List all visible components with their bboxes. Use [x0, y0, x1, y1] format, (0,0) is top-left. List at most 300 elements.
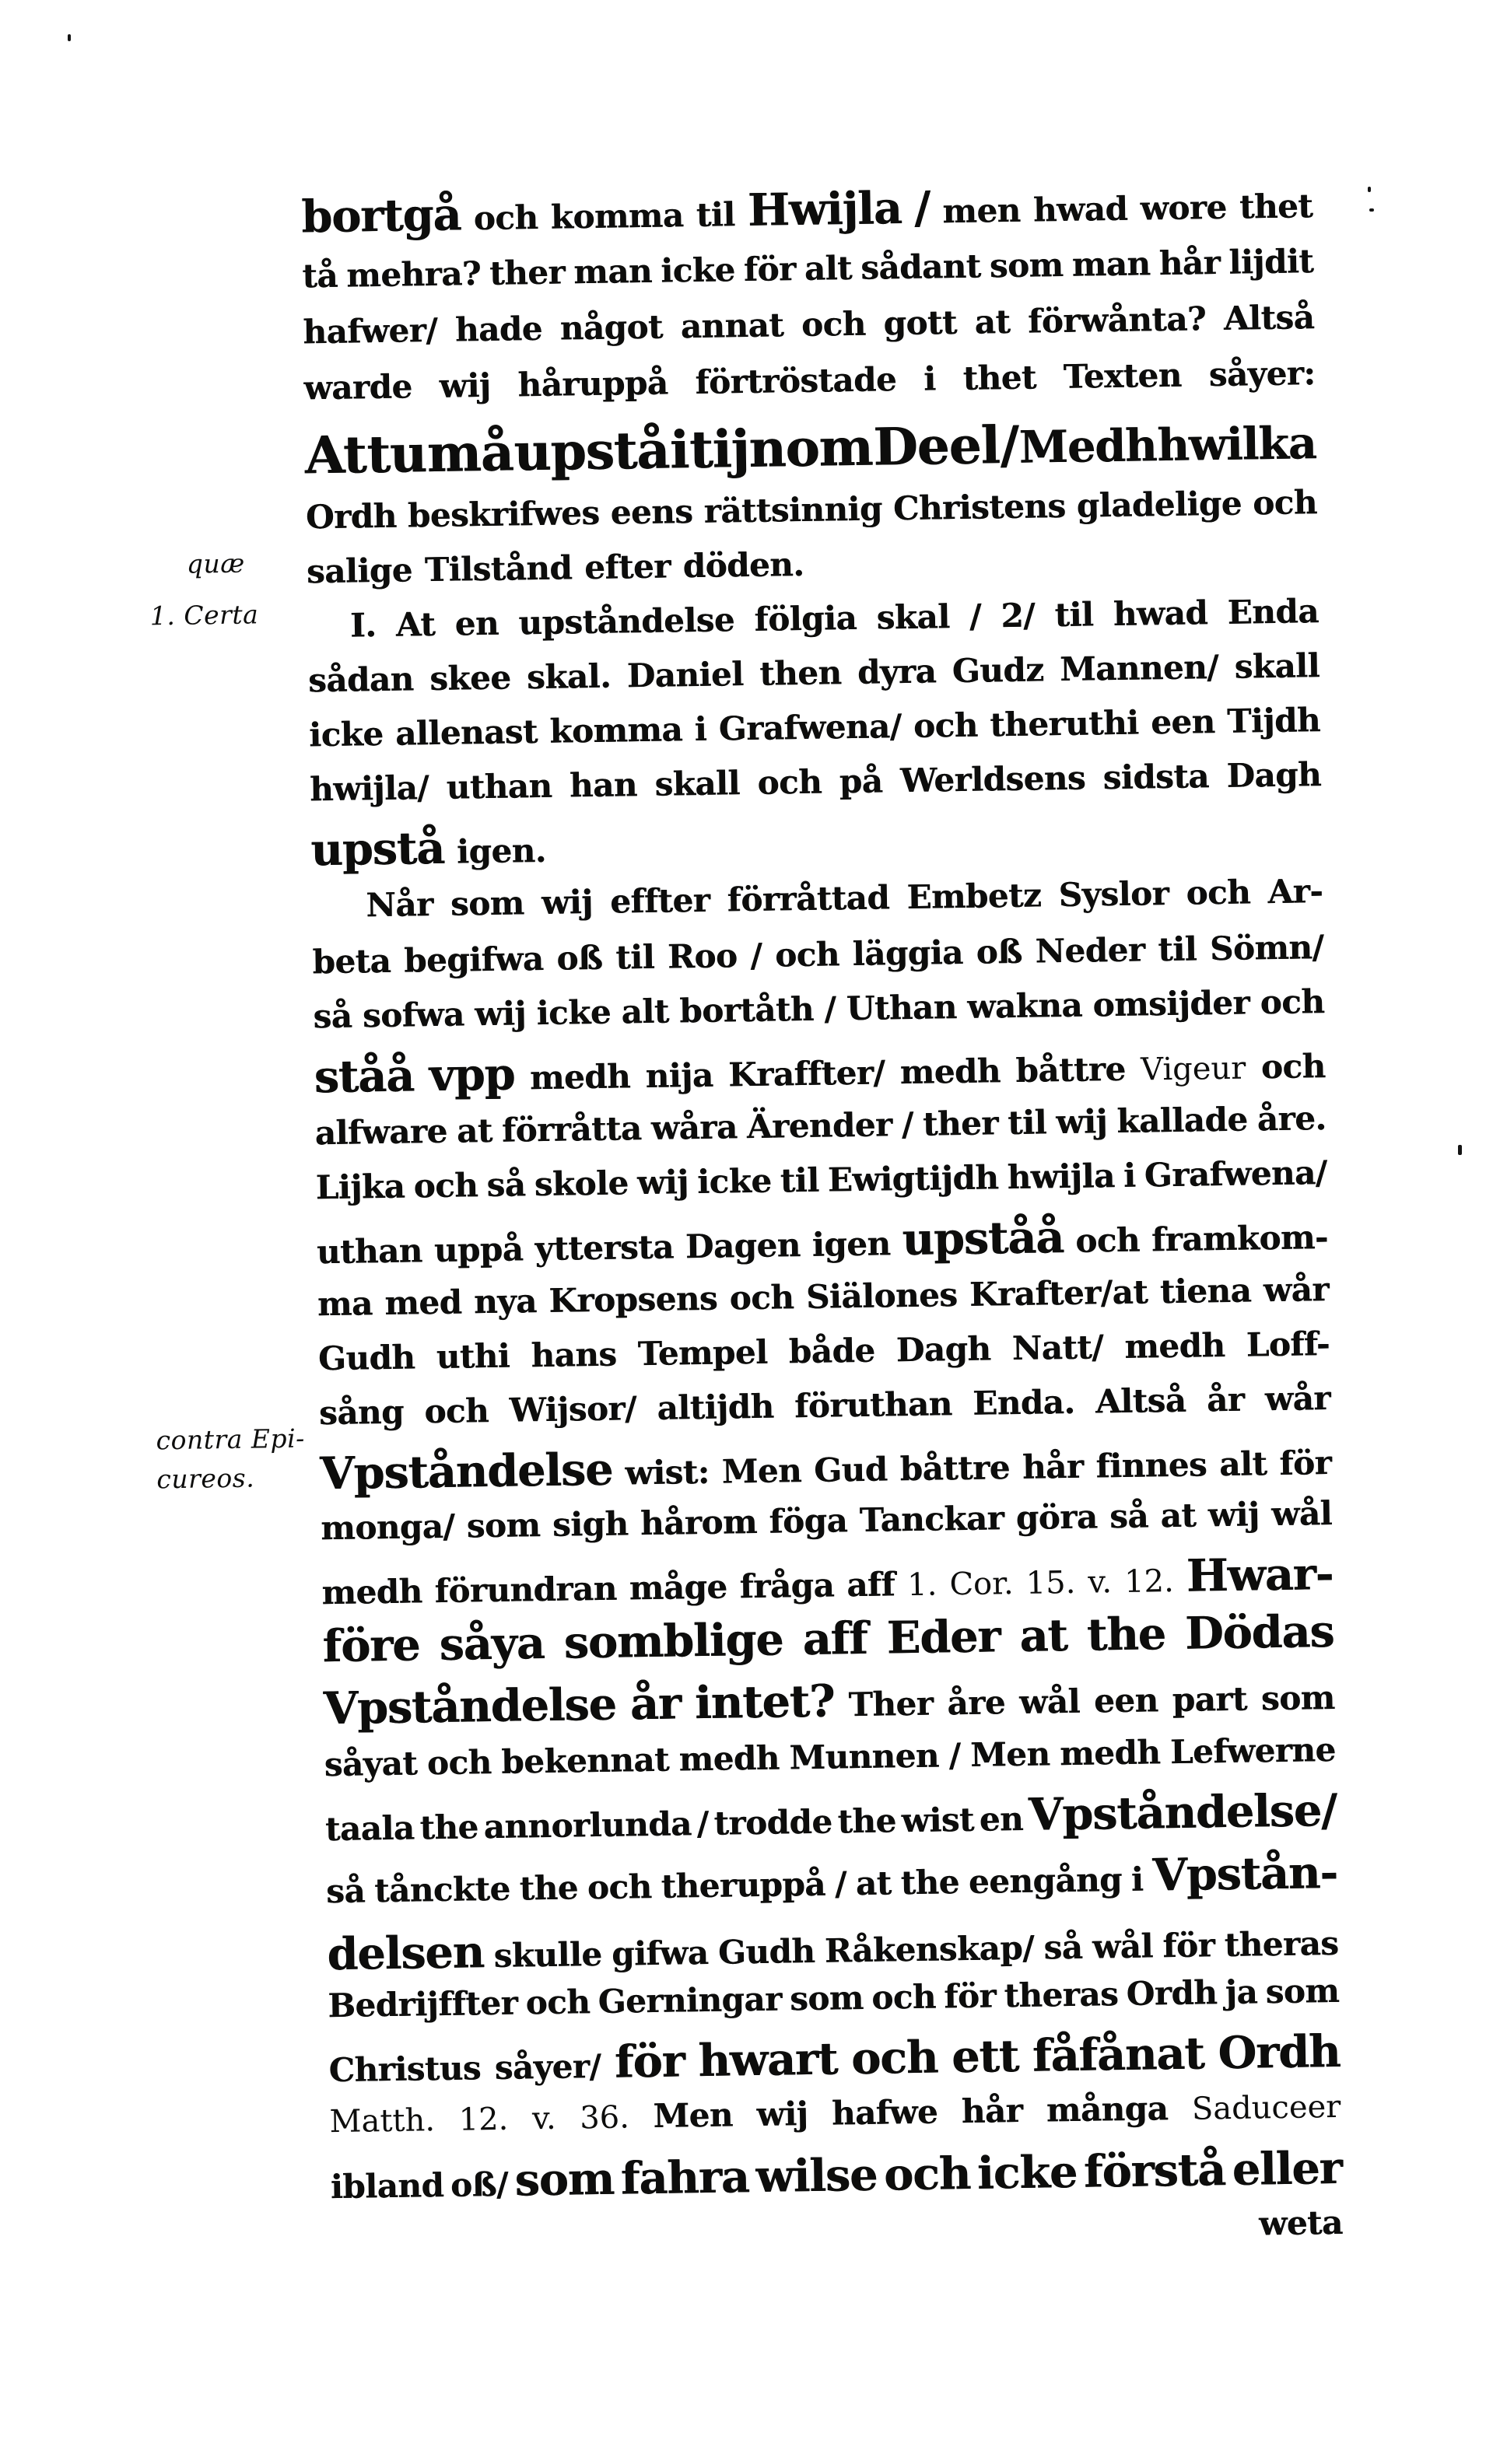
word: Ewigtijdh — [827, 1158, 999, 1199]
word: then — [759, 653, 842, 693]
word: Bedrijffter — [328, 1983, 518, 2025]
word: salige — [306, 551, 413, 591]
word: och — [871, 1977, 937, 2017]
word: theras — [1224, 1923, 1339, 1965]
word: nija — [645, 1055, 713, 1096]
word: framkom- — [1151, 1218, 1329, 1259]
word: man — [1071, 244, 1151, 284]
word: och — [1260, 982, 1325, 1022]
word: til — [1054, 595, 1094, 635]
word: Embetz — [906, 876, 1042, 916]
word: / — [969, 597, 982, 635]
word: förwånta? — [1027, 299, 1207, 341]
word: at — [974, 302, 1011, 341]
word: Vigeur — [1140, 1050, 1246, 1088]
word: kallade — [1116, 1100, 1248, 1141]
word: en — [979, 1799, 1024, 1839]
word: förtröstade — [695, 360, 897, 401]
word: / — [696, 1804, 709, 1843]
word: the — [837, 1801, 897, 1841]
text-column — [301, 180, 1343, 2266]
word: Munnen — [789, 1736, 940, 1777]
word: för — [1162, 1926, 1215, 1965]
word: somblige — [563, 1613, 783, 1669]
word: Wijsor/ — [509, 1389, 637, 1430]
word: rättsinnig — [703, 489, 883, 530]
word: eengång — [968, 1860, 1123, 1901]
word: wij — [541, 882, 594, 922]
word: Altså — [1223, 298, 1315, 338]
word: een — [1150, 702, 1215, 742]
word: 12. — [1123, 1563, 1175, 1600]
word: vpp — [429, 1048, 515, 1102]
word: fölgia — [754, 598, 857, 639]
word: gifwa — [611, 1933, 709, 1973]
word: Gerningar — [598, 1979, 783, 2021]
word: ther — [489, 253, 566, 292]
word: beta — [312, 941, 391, 982]
word: / — [834, 1864, 847, 1903]
word: warde — [303, 367, 412, 408]
word: åre — [947, 1683, 1006, 1723]
word: wij — [1207, 1495, 1260, 1535]
word: så — [1043, 1927, 1083, 1967]
word: Kropsens — [548, 1279, 718, 1320]
word: wij — [756, 2095, 808, 2134]
word: wist — [901, 1800, 975, 1840]
word: före — [322, 1619, 420, 1673]
word: / — [749, 936, 762, 975]
word: til — [1007, 1103, 1047, 1143]
word: wore — [1140, 187, 1228, 228]
word: Cor. — [949, 1566, 1014, 1603]
word: til — [696, 195, 736, 234]
word: i — [694, 709, 707, 749]
word: hafwer/ — [303, 310, 438, 352]
word: Mannen/ — [1059, 648, 1219, 689]
word: och — [1252, 483, 1318, 523]
word: ståå — [314, 1049, 415, 1104]
word: til — [1157, 929, 1197, 969]
word: weta — [1258, 2203, 1344, 2243]
word: skal. — [526, 656, 612, 697]
word: 36. — [579, 2099, 630, 2137]
word: man — [573, 251, 653, 292]
word: efter — [584, 547, 671, 587]
word: Deel — [872, 415, 1001, 478]
word: the — [419, 1808, 479, 1847]
word: Ordh — [1126, 1973, 1218, 2013]
word: theruthi — [989, 703, 1139, 744]
word: hår — [961, 2091, 1023, 2131]
word: wij — [439, 366, 491, 405]
word: medh — [1123, 1325, 1225, 1366]
word: håruppå — [517, 363, 668, 404]
word: dyra — [857, 652, 937, 691]
word: föruthan — [794, 1384, 952, 1426]
word: intet? — [694, 1675, 835, 1730]
word: som — [514, 2152, 615, 2207]
word: Gudz — [952, 650, 1044, 691]
word: trodde — [713, 1802, 832, 1843]
margin-note-line: contra Epi- — [156, 1423, 306, 1456]
word: och — [1186, 873, 1251, 912]
word: Christens — [892, 486, 1066, 528]
word: döden. — [682, 544, 804, 586]
word: at — [456, 1111, 493, 1150]
word: alfware — [314, 1111, 448, 1153]
word: år — [629, 1677, 682, 1731]
word: komma — [550, 196, 684, 236]
margin-note-line: quæ — [186, 548, 246, 579]
word: Daniel — [626, 655, 744, 695]
word: hwijla — [1007, 1157, 1116, 1197]
word: som — [450, 884, 524, 923]
word: Men — [969, 1734, 1050, 1774]
word: hans — [531, 1335, 617, 1375]
word: uthi — [436, 1336, 510, 1377]
word: men — [942, 191, 1021, 231]
word: At — [304, 424, 366, 486]
word: Vpståndelse/ — [1028, 1783, 1337, 1841]
word: Roo — [667, 936, 738, 976]
word: taala — [324, 1808, 415, 1849]
word: något — [559, 307, 664, 348]
margin-note-line: cureos. — [156, 1462, 255, 1495]
word: Enda — [1227, 592, 1320, 632]
word: och — [729, 1278, 794, 1318]
word: hår — [1022, 1447, 1084, 1486]
word: the — [1086, 1608, 1166, 1661]
word: förråttad — [727, 878, 890, 919]
scan-speckle — [68, 34, 71, 41]
word: Syslor — [1058, 874, 1169, 915]
word: bortgå — [300, 188, 461, 243]
word: hwart — [697, 2032, 838, 2088]
word: icke — [976, 2145, 1078, 2200]
word: och — [587, 1867, 652, 1907]
word: skal — [876, 597, 950, 637]
word: sång — [318, 1392, 405, 1433]
word: monga/ — [320, 1507, 455, 1548]
word: thet — [962, 358, 1037, 397]
word: hwad — [1113, 593, 1208, 634]
word: at — [855, 1864, 892, 1903]
word: ma — [317, 1284, 373, 1324]
word: skall — [1234, 646, 1320, 686]
word: Gudh — [317, 1338, 415, 1378]
word: icke — [696, 1161, 772, 1202]
word: skulle — [493, 1934, 602, 1976]
word: medh — [678, 1738, 780, 1779]
word: Krafter/at — [969, 1272, 1148, 1314]
word: förråtta — [501, 1109, 642, 1150]
word: wål — [1018, 1682, 1081, 1721]
word: Siälones — [805, 1276, 958, 1316]
word: båttre — [899, 1448, 1011, 1489]
word: skee — [429, 658, 511, 698]
word: och — [801, 304, 867, 344]
word: 12. — [458, 2101, 509, 2138]
word: och — [883, 2147, 971, 2201]
word: sigh — [552, 1504, 629, 1544]
word: Hwijla — [747, 182, 902, 236]
word: aff — [802, 1612, 868, 1666]
word: i — [669, 419, 689, 481]
word: Dagen — [685, 1226, 801, 1266]
word: och — [525, 1983, 591, 2022]
word: 2/ — [1001, 596, 1036, 635]
word: göra — [1015, 1497, 1098, 1538]
word: Uthan — [846, 988, 958, 1028]
word: komma — [548, 710, 683, 751]
word: må — [426, 422, 514, 485]
word: tånckte — [373, 1869, 510, 1910]
word: Vpståndelse — [319, 1443, 613, 1500]
word: Men — [653, 2095, 734, 2136]
word: Gudh — [717, 1931, 815, 1972]
word: på — [839, 761, 883, 801]
scan-speckle — [1369, 208, 1374, 212]
word: fråga — [739, 1566, 835, 1606]
word: Tanckar — [859, 1499, 1004, 1539]
word: icke — [308, 714, 384, 754]
word: altijdh — [657, 1387, 774, 1427]
word: wij — [1055, 1102, 1108, 1142]
word: thet — [1239, 187, 1313, 226]
word: och — [850, 2031, 938, 2085]
word: allenast — [394, 712, 538, 753]
word: Men — [721, 1451, 802, 1491]
word: så — [325, 1871, 366, 1911]
word: för — [743, 250, 796, 289]
word: förundran — [434, 1569, 618, 1611]
word: som — [789, 1978, 864, 2018]
word: wår — [1264, 1378, 1331, 1419]
word: bortåth — [678, 989, 815, 1031]
word: icke — [536, 992, 612, 1033]
word: upstå — [513, 419, 670, 483]
word: tijnom — [689, 416, 873, 481]
word: Råkenskap/ — [824, 1928, 1035, 1970]
word: begifwa — [403, 939, 544, 980]
word: många — [1046, 2089, 1169, 2130]
word: til — [780, 1160, 819, 1200]
word: hwilka — [1156, 417, 1317, 472]
word: igen — [811, 1224, 891, 1264]
word: Grafwena/ — [1144, 1153, 1327, 1195]
word: tiena — [1159, 1271, 1252, 1311]
word: ja — [1225, 1972, 1258, 2012]
word: Gud — [813, 1450, 888, 1489]
word: een — [1093, 1681, 1158, 1720]
word: Altså — [1095, 1381, 1186, 1421]
word: åre. — [1256, 1099, 1327, 1139]
margin-note — [187, 544, 246, 584]
word: Vpståndelse — [323, 1678, 617, 1735]
word: / — [824, 989, 836, 1028]
word: eens — [610, 492, 693, 532]
word: theras — [1004, 1975, 1119, 2015]
word: såyer/ — [494, 2047, 601, 2088]
word: tå — [302, 256, 338, 296]
word: som — [1260, 1678, 1335, 1718]
word: medh — [1059, 1733, 1161, 1773]
word: wij — [474, 994, 527, 1034]
word: upståå — [901, 1211, 1064, 1266]
word: upståndelse — [518, 600, 735, 642]
word: Werldsens — [899, 758, 1086, 800]
word: Dagh — [895, 1329, 991, 1370]
word: alt — [1218, 1444, 1267, 1484]
word: och — [913, 705, 979, 745]
word: en — [454, 604, 499, 643]
word: Ther — [848, 1684, 934, 1724]
word: uthan — [316, 1231, 423, 1272]
word: uthan — [446, 766, 552, 807]
word: ett — [951, 2030, 1019, 2084]
word: såyer: — [1208, 354, 1316, 394]
word: Vpstån- — [1151, 1846, 1338, 1902]
word: som — [1265, 1971, 1340, 2011]
word: gott — [883, 303, 958, 343]
word: wår — [1263, 1270, 1330, 1310]
word: ther — [922, 1104, 999, 1143]
word: v. — [531, 2100, 556, 2137]
word: annorlunda — [483, 1804, 692, 1846]
word: hafwe — [831, 2092, 938, 2133]
word: delsen — [326, 1926, 485, 1981]
word: alt — [804, 248, 853, 288]
word: wij — [636, 1163, 689, 1202]
word: Ar- — [1267, 872, 1323, 912]
word: aff — [846, 1565, 895, 1605]
word: som — [989, 245, 1064, 285]
word: icke — [660, 250, 735, 290]
margin-note — [156, 1419, 306, 1500]
word: At — [395, 604, 436, 644]
word: bekennat — [500, 1740, 670, 1781]
word: Sömn/ — [1209, 928, 1324, 968]
word: sådan — [307, 660, 414, 700]
word: finnes — [1095, 1445, 1207, 1486]
word: nya — [473, 1282, 538, 1321]
word: Tempel — [637, 1332, 768, 1374]
word: wakna — [966, 985, 1083, 1026]
word: Tilstånd — [424, 548, 573, 590]
word: Matth. — [329, 2102, 436, 2140]
word: år — [1206, 1380, 1245, 1419]
word: 1. — [906, 1566, 938, 1604]
word: wål — [1270, 1493, 1333, 1534]
word: upstå — [310, 821, 445, 877]
word: yttersta — [534, 1227, 675, 1269]
word: Ordh — [1217, 2025, 1341, 2080]
word: Loff- — [1246, 1325, 1330, 1364]
word: och — [1260, 1047, 1326, 1087]
word: tu — [366, 423, 427, 485]
margin-note — [150, 595, 259, 635]
word: Lefwerne — [1169, 1730, 1336, 1772]
word: båttre — [1015, 1049, 1126, 1090]
word: Enda. — [972, 1382, 1075, 1423]
word: alt — [621, 992, 669, 1031]
word: sidsta — [1102, 757, 1210, 797]
margin-note-line: 1. Certa — [149, 599, 259, 632]
word: eller — [1232, 2141, 1343, 2196]
word: i — [1130, 1860, 1144, 1899]
word: medh — [321, 1572, 422, 1612]
word: så — [313, 996, 352, 1036]
word: Christus — [328, 2049, 482, 2090]
word: Ordh — [305, 496, 397, 537]
word: Hwar- — [1186, 1547, 1334, 1602]
word: ibland — [330, 2166, 444, 2207]
word: hwad — [1032, 189, 1128, 229]
word: effter — [609, 880, 710, 921]
word: v. — [1088, 1564, 1113, 1601]
word: / — [948, 1736, 961, 1775]
word: och — [1074, 1220, 1141, 1260]
word: för — [943, 1976, 997, 2016]
word: oß/ — [450, 2165, 509, 2204]
word: och — [424, 1391, 489, 1431]
word: Texten — [1063, 355, 1183, 396]
word: Neder — [1035, 930, 1145, 971]
word: och — [774, 935, 840, 975]
word: i — [1123, 1156, 1136, 1195]
word: skall — [654, 764, 741, 803]
word: medh — [899, 1052, 1001, 1092]
word: the — [519, 1868, 579, 1908]
word: Dagh — [1226, 755, 1322, 795]
word: fåfånat — [1032, 2027, 1205, 2082]
word: hårom — [640, 1502, 758, 1543]
word: Ärender — [746, 1105, 892, 1146]
word: mehra? — [345, 254, 482, 295]
word: måge — [629, 1567, 727, 1608]
word: gladelige — [1076, 484, 1242, 525]
word: Lijka — [315, 1167, 405, 1207]
word: både — [788, 1331, 875, 1371]
word: wåra — [650, 1108, 738, 1147]
word: wist: — [625, 1452, 710, 1493]
word: han — [569, 765, 638, 805]
word: Natt/ — [1011, 1328, 1104, 1368]
word: omsijder — [1092, 983, 1250, 1024]
word: för — [1279, 1443, 1332, 1482]
word: föga — [769, 1501, 848, 1541]
word: / — [901, 1104, 914, 1144]
word: läggia — [852, 933, 964, 974]
word: I. — [349, 606, 377, 645]
word: Tijdh — [1226, 701, 1321, 740]
word: at — [1018, 1609, 1068, 1662]
word: the — [900, 1863, 960, 1902]
word: för — [614, 2035, 685, 2088]
word: Grafwena/ — [718, 707, 902, 748]
word: med — [384, 1283, 462, 1323]
word: sofwa — [362, 995, 464, 1035]
word: oß — [976, 932, 1022, 971]
word: så — [1109, 1496, 1149, 1536]
word: som — [466, 1506, 541, 1545]
word: uppå — [433, 1230, 524, 1270]
word: så — [486, 1165, 526, 1205]
word: Dödas — [1184, 1605, 1334, 1660]
word: / — [913, 181, 930, 234]
word: förstå — [1083, 2144, 1226, 2198]
